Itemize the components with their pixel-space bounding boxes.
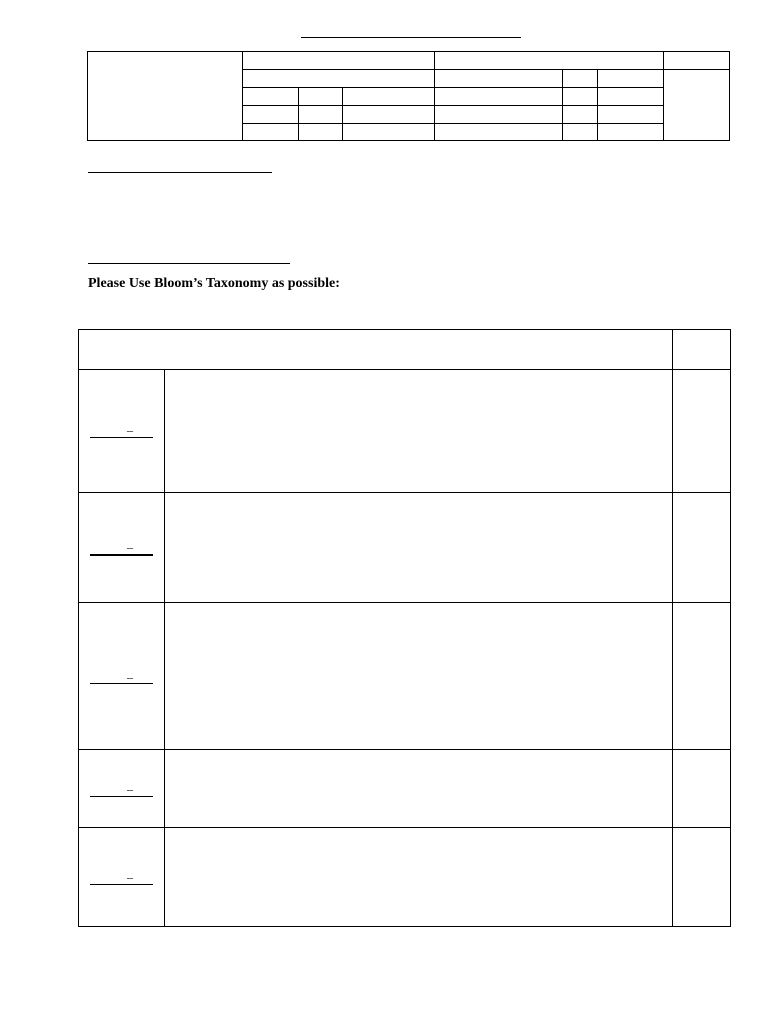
header-table-hline	[242, 69, 730, 70]
header-table-vline	[242, 51, 243, 141]
header-table-vline	[298, 88, 299, 141]
header-table-hline	[242, 87, 663, 88]
question-marker: –	[127, 540, 133, 554]
section-underline-2	[88, 263, 290, 264]
question-number-blank	[90, 554, 153, 556]
header-table-hline	[242, 123, 663, 124]
header-table-vline	[342, 88, 343, 141]
question-marker: –	[127, 670, 133, 684]
row-separator	[78, 827, 731, 828]
marks-column-divider	[672, 329, 673, 927]
section-underline-1	[88, 172, 272, 173]
question-number-blank	[90, 683, 153, 684]
question-number-blank	[90, 437, 153, 438]
row-separator	[78, 602, 731, 603]
header-table-vline	[434, 51, 435, 141]
header-table-hline	[242, 105, 663, 106]
question-marker: –	[127, 423, 133, 437]
row-separator	[78, 492, 731, 493]
question-number-blank	[90, 884, 153, 885]
question-marker: –	[127, 870, 133, 884]
question-number-blank	[90, 796, 153, 797]
header-row-separator	[78, 369, 731, 370]
question-marker: –	[127, 782, 133, 796]
header-table-border	[87, 51, 730, 141]
row-separator	[78, 749, 731, 750]
header-table-vline	[663, 51, 664, 141]
title-underline	[301, 37, 521, 38]
bloom-instruction: Please Use Bloom’s Taxonomy as possible:	[88, 276, 340, 291]
number-column-divider	[164, 369, 165, 927]
questions-table-border	[78, 329, 731, 927]
